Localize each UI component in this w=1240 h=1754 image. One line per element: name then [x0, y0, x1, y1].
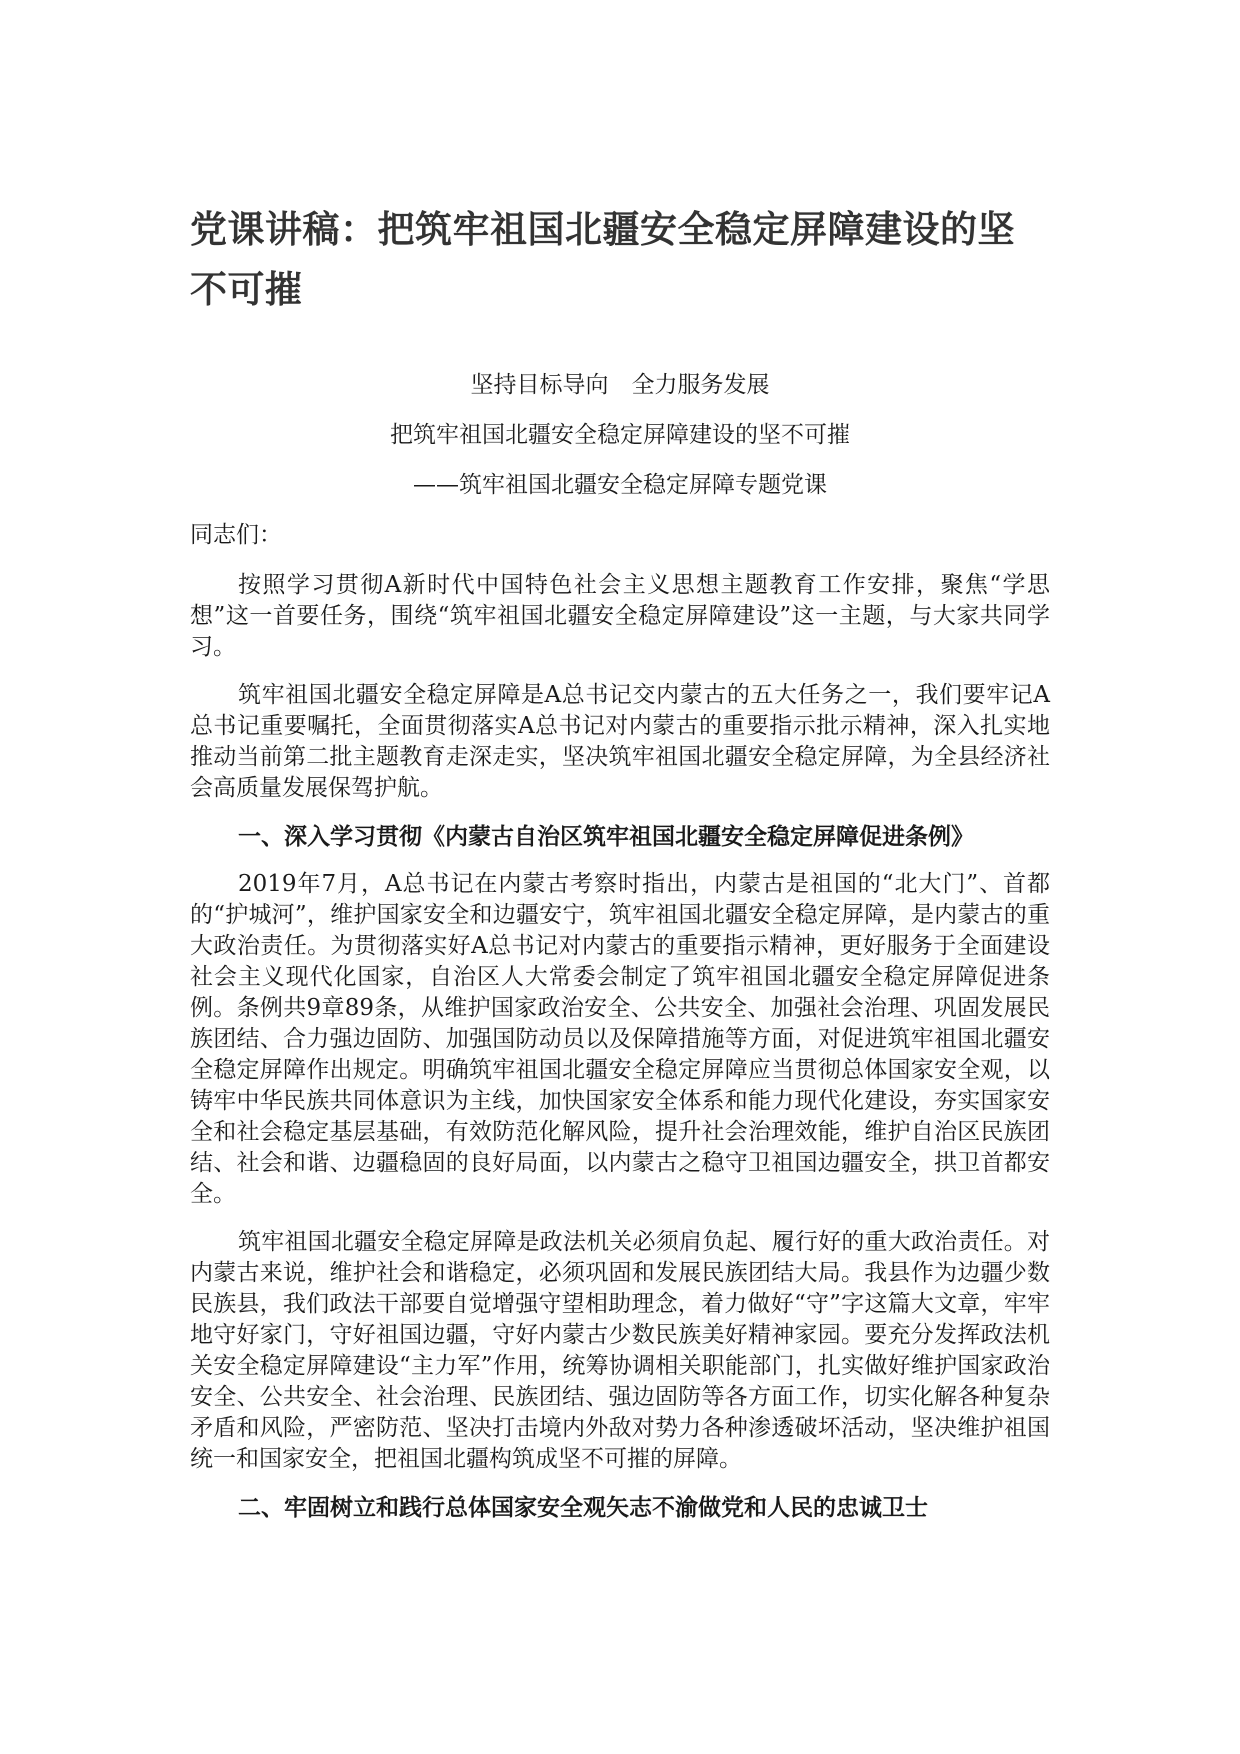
- document-title: 党课讲稿：把筑牢祖国北疆安全稳定屏障建设的坚不可摧: [190, 208, 1015, 311]
- document-page: [190, 200, 1050, 1540]
- intro-paragraph-2: 筑牢祖国北疆安全稳定屏障是A总书记交内蒙古的五大任务之一，我们要牢记A总书记重要嘱托，全面贯彻落实A总书记对内蒙古的重要指示批示精神，深入扎实地推动当前第二批主题教育走深走实，坚决筑牢祖国北疆安全稳定屏障，为全县经济社会高质量发展保驾护航。: [190, 682, 1050, 801]
- subtitle-line-3: ——筑牢祖国北疆安全稳定屏障专题党课: [413, 472, 827, 498]
- greeting: 同志们：: [190, 522, 282, 548]
- section-2-heading: 二、牢固树立和践行总体国家安全观矢志不渝做党和人民的忠诚卫士: [238, 1494, 928, 1521]
- intro-paragraph-1: 按照学习贯彻A新时代中国特色社会主义思想主题教育工作安排，聚焦“学思想”这一首要任务，围绕“筑牢祖国北疆安全稳定屏障建设”这一主题，与大家共同学习。: [190, 572, 1050, 660]
- subtitle-line-2: 把筑牢祖国北疆安全稳定屏障建设的坚不可摧: [390, 422, 850, 448]
- section-1-paragraph-1: 2019年7月，A总书记在内蒙古考察时指出，内蒙古是祖国的“北大门”、首都的“护城河”，维护国家安全和边疆安宁，筑牢祖国北疆安全稳定屏障，是内蒙古的重大政治责任。为贯彻落实好A总书记对内蒙古的重要指示精神，更好服务于全面建设社会主义现代化国家，自治区人大常委会制定了筑牢祖国北疆安全稳定屏障促进条例。条例共9章89条，从维护国家政治安全、公共安全、加强社会治理、巩固发展民族团结、合力强边固防、加强国防动员以及保障措施等方面，对促进筑牢祖国北疆安全稳定屏障作出规定。明确筑牢祖国北疆安全稳定屏障应当贯彻总体国家安全观，以铸牢中华民族共同体意识为主线，加快国家安全体系和能力现代化建设，夯实国家安全和社会稳定基层基础，有效防范化解风险，提升社会治理效能，维护自治区民族团结、社会和谐、边疆稳固的良好局面，以内蒙古之稳守卫祖国边疆安全，拱卫首都安全。: [190, 871, 1050, 1207]
- section-1-paragraph-2: 筑牢祖国北疆安全稳定屏障是政法机关必须肩负起、履行好的重大政治责任。对内蒙古来说，维护社会和谐稳定，必须巩固和发展民族团结大局。我县作为边疆少数民族县，我们政法干部要自觉增强守望相助理念，着力做好“守”字这篇大文章，牢牢地守好家门，守好祖国边疆，守好内蒙古少数民族美好精神家园。要充分发挥政法机关安全稳定屏障建设“主力军”作用，统筹协调相关职能部门，扎实做好维护国家政治安全、公共安全、社会治理、民族团结、强边固防等各方面工作，切实化解各种复杂矛盾和风险，严密防范、坚决打击境内外敌对势力各种渗透破坏活动，坚决维护祖国统一和国家安全，把祖国北疆构筑成坚不可摧的屏障。: [190, 1229, 1050, 1472]
- section-1-heading: 一、深入学习贯彻《内蒙古自治区筑牢祖国北疆安全稳定屏障促进条例》: [238, 823, 974, 850]
- subtitle-line-1: 坚持目标导向 全力服务发展: [470, 372, 770, 398]
